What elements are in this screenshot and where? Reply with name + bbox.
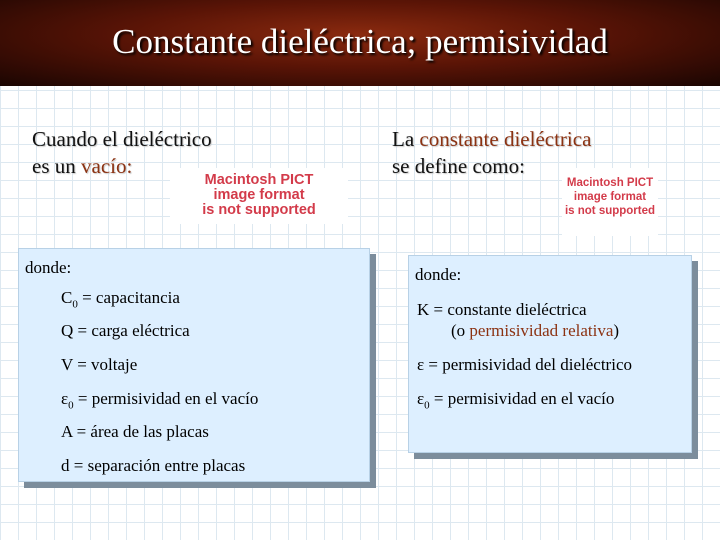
def-k-note-prefix: (o	[451, 321, 470, 340]
def-c0-symbol: C	[61, 288, 73, 307]
right-heading-line1	[392, 126, 591, 153]
left-image-line2: image format	[213, 187, 305, 203]
def-e0-right-symbol: ε	[417, 389, 425, 408]
right-image-line2: image format	[573, 191, 647, 203]
def-e0-right-sub: 0	[424, 399, 430, 412]
def-k-note-highlight: permisividad relativa	[469, 321, 614, 340]
def-d: d = separación entre placas	[61, 456, 246, 475]
left-heading-line1: Cuando el dieléctrico	[32, 127, 212, 151]
left-panel-intro: donde:	[25, 258, 72, 277]
def-q: Q = carga eléctrica	[61, 321, 190, 340]
right-heading-prefix: La	[392, 127, 420, 151]
right-panel-intro: donde:	[415, 265, 462, 284]
def-c0-text: = capacitancia	[77, 288, 180, 307]
def-k-note-suffix: )	[613, 321, 620, 340]
slide-title: Constante dieléctrica; permisividad	[112, 22, 608, 61]
def-c0-sub: 0	[72, 298, 78, 311]
right-definitions-panel	[408, 255, 692, 453]
left-image-line3: is not supported	[202, 202, 316, 218]
def-e: ε = permisividad del dieléctrico	[417, 355, 632, 374]
left-definitions-panel	[18, 248, 370, 482]
left-heading-prefix: es un	[32, 154, 81, 178]
right-heading-line2: se define como:	[392, 154, 525, 178]
left-heading-highlight: vacío:	[81, 154, 133, 178]
def-v: V = voltaje	[61, 355, 138, 374]
def-e0-right	[417, 389, 614, 411]
def-e0-left-text: = permisividad en el vacío	[73, 389, 259, 408]
right-heading-highlight: constante dieléctrica	[419, 127, 592, 151]
right-image-line3: is not supported	[564, 205, 656, 217]
def-a: A = área de las placas	[61, 422, 209, 441]
title-bar	[0, 0, 720, 86]
def-e0-left-sub: 0	[68, 399, 74, 412]
def-e0-right-text: = permisividad en el vacío	[429, 389, 615, 408]
left-image-line1: Macintosh PICT	[204, 172, 314, 188]
def-e0-left-symbol: ε	[61, 389, 69, 408]
right-image-line1: Macintosh PICT	[566, 177, 654, 189]
right-formula-image	[562, 168, 658, 236]
def-k: K = constante dieléctrica	[417, 300, 587, 319]
def-k-note	[451, 321, 619, 341]
def-e0-left	[61, 389, 258, 411]
def-c0	[61, 288, 180, 310]
left-formula-image	[170, 168, 348, 224]
